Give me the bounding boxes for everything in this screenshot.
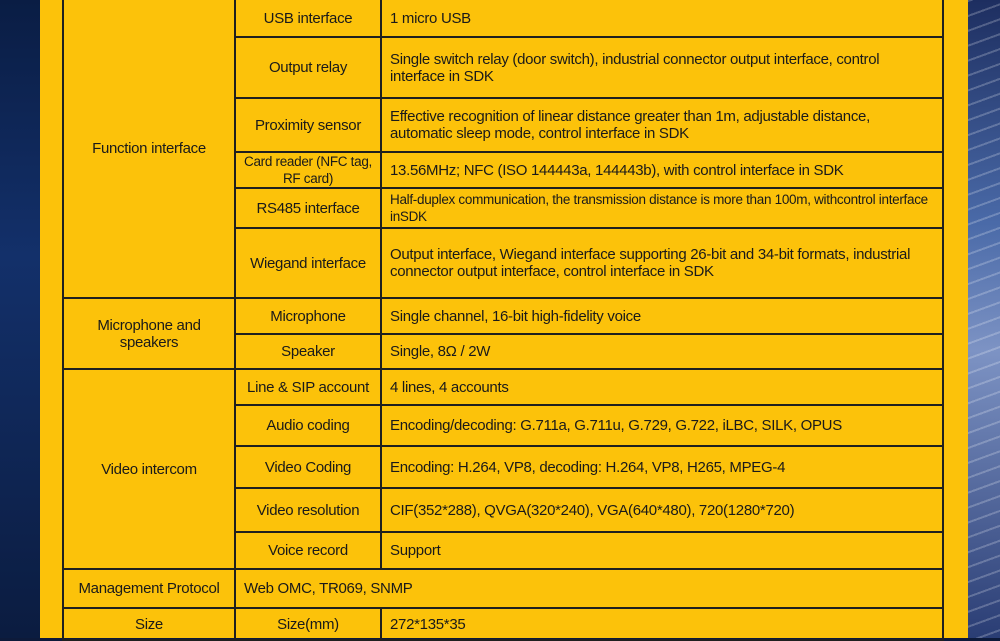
feature-cell: Wiegand interface [235, 228, 381, 298]
description-cell: Web OMC, TR069, SNMP [235, 569, 943, 608]
table-row [63, 569, 943, 608]
description-cell: Half-duplex communication, the transmission distance is more than 100m, withcontrol interface inSDK [381, 188, 943, 228]
description-cell: Single, 8Ω / 2W [381, 334, 943, 369]
feature-cell: Proximity sensor [235, 98, 381, 152]
feature-cell: Speaker [235, 334, 381, 369]
feature-cell: Video resolution [235, 488, 381, 532]
feature-cell: Microphone [235, 298, 381, 334]
spec-sheet [40, 0, 968, 638]
feature-cell: Voice record [235, 532, 381, 569]
description-cell: Support [381, 532, 943, 569]
description-cell: Encoding/decoding: G.711a, G.711u, G.729, G.722, iLBC, SILK, OPUS [381, 405, 943, 446]
description-cell: 272*135*35 [381, 608, 943, 640]
description-cell: Single switch relay (door switch), industrial connector output interface, control interface in SDK [381, 37, 943, 98]
description-cell: 1 micro USB [381, 0, 943, 37]
feature-cell: Line & SIP account [235, 369, 381, 405]
description-cell: CIF(352*288), QVGA(320*240), VGA(640*480), 720(1280*720) [381, 488, 943, 532]
category-cell: Function interface [63, 0, 235, 298]
feature-cell: Video Coding [235, 446, 381, 488]
table-row [63, 369, 943, 405]
description-cell: 4 lines, 4 accounts [381, 369, 943, 405]
category-cell: Size [63, 608, 235, 640]
feature-cell: Size(mm) [235, 608, 381, 640]
specification-table [62, 0, 944, 641]
category-cell: Microphone and speakers [63, 298, 235, 369]
feature-cell: Card reader (NFC tag, RF card) [235, 152, 381, 188]
table-row [63, 608, 943, 640]
table-row [63, 298, 943, 334]
table-row [63, 0, 943, 37]
category-cell: Management Protocol [63, 569, 235, 608]
description-cell: Encoding: H.264, VP8, decoding: H.264, VP8, H265, MPEG-4 [381, 446, 943, 488]
description-cell: 13.56MHz; NFC (ISO 144443a, 144443b), with control interface in SDK [381, 152, 943, 188]
description-cell: Single channel, 16-bit high-fidelity voice [381, 298, 943, 334]
feature-cell: Output relay [235, 37, 381, 98]
feature-cell: RS485 interface [235, 188, 381, 228]
feature-cell: USB interface [235, 0, 381, 37]
feature-cell: Audio coding [235, 405, 381, 446]
background-right-panel [968, 0, 1000, 638]
category-cell: Video intercom [63, 369, 235, 569]
background-left-panel [0, 0, 40, 638]
description-cell: Effective recognition of linear distance greater than 1m, adjustable distance, automatic sleep mode, control interface in SDK [381, 98, 943, 152]
description-cell: Output interface, Wiegand interface supporting 26-bit and 34-bit formats, industrial connector output interface, control interface in SDK [381, 228, 943, 298]
